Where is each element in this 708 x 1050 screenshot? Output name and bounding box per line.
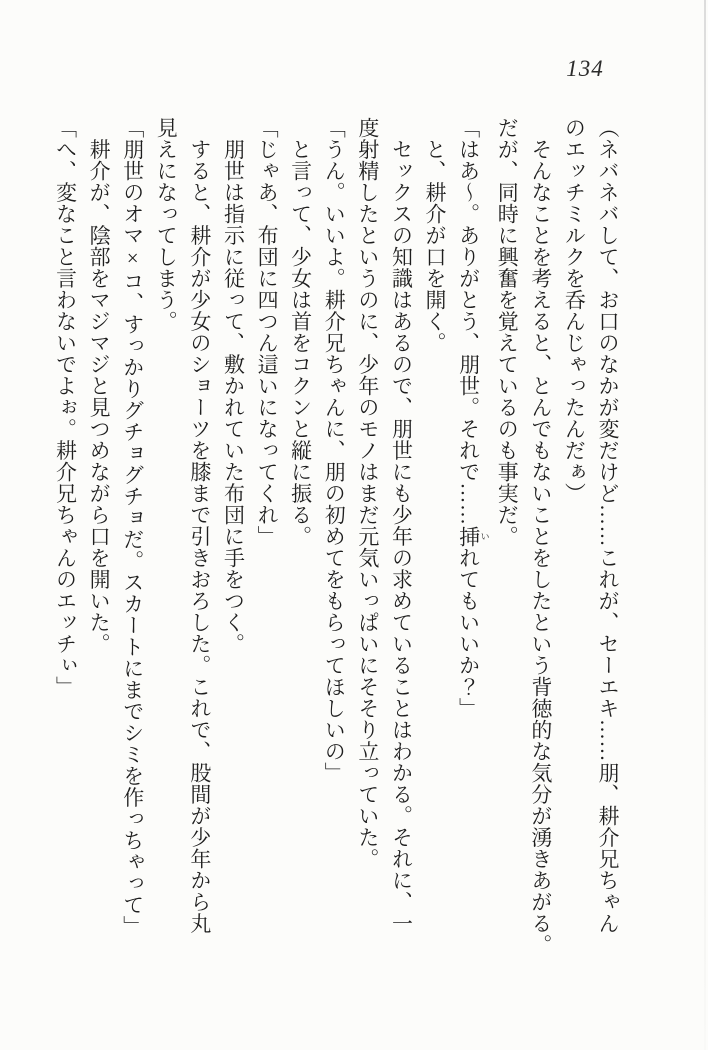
text-line: （ネバネバして、お口のなかが変だけど……これが、セーエキ……朋、耕介兄ちゃん bbox=[596, 117, 620, 934]
text-line: 「うん。いいよ。耕介兄ちゃんに、朋の初めてをもらってほしいの」 bbox=[322, 117, 347, 784]
text-line: と、耕介が口を開く。 bbox=[423, 117, 448, 354]
text-line: 度射精したというのに、少年のモノはまだ元気いっぱいにそそり立っていた。 bbox=[355, 117, 380, 870]
text-line: そんなことを考えると、とんでもないことをしたという背徳的な気分が湧きあがる。 bbox=[528, 117, 553, 956]
text-line: 耕介が、陰部をマジマジと見つめながら口を開いた。 bbox=[87, 117, 112, 655]
text-line: のエッチミルクを呑んじゃったんだぁ） bbox=[562, 117, 587, 504]
page-number: 134 bbox=[566, 56, 604, 81]
text-line: だが、同時に興奮を覚えているのも事実だ。 bbox=[495, 117, 520, 547]
text-line: 「朋世のオマ×コ、すっかりグチョグチョだ。スカートにまでシミを作っちゃって」 bbox=[120, 117, 145, 937]
text-line: すると、耕介が少女のショーツを膝まで引きおろした。これで、股間が少年から丸 bbox=[187, 117, 212, 934]
text-line: 朋世は指示に従って、敷かれていた布団に手をつく。 bbox=[221, 117, 246, 655]
text-line: 見えになってしまう。 bbox=[154, 117, 179, 332]
text-block bbox=[48, 117, 624, 969]
text-line: 「へ、変なこと言わないでよぉ。耕介兄ちゃんのエッチぃ」 bbox=[53, 117, 78, 698]
text-line: と言って、少女は首をコクンと縦に振る。 bbox=[288, 117, 313, 547]
text-line: 「じゃあ、布団に四つん這いになってくれ」 bbox=[255, 117, 280, 547]
text-line: セックスの知識はあるので、朋世にも少年の求めていることはわかる。それに、一 bbox=[389, 117, 414, 934]
text-line: 「はあ～。ありがとう、朋世。それで……挿 いれてもいいか？」 bbox=[456, 117, 490, 719]
scan-edge-line bbox=[704, 0, 706, 1050]
